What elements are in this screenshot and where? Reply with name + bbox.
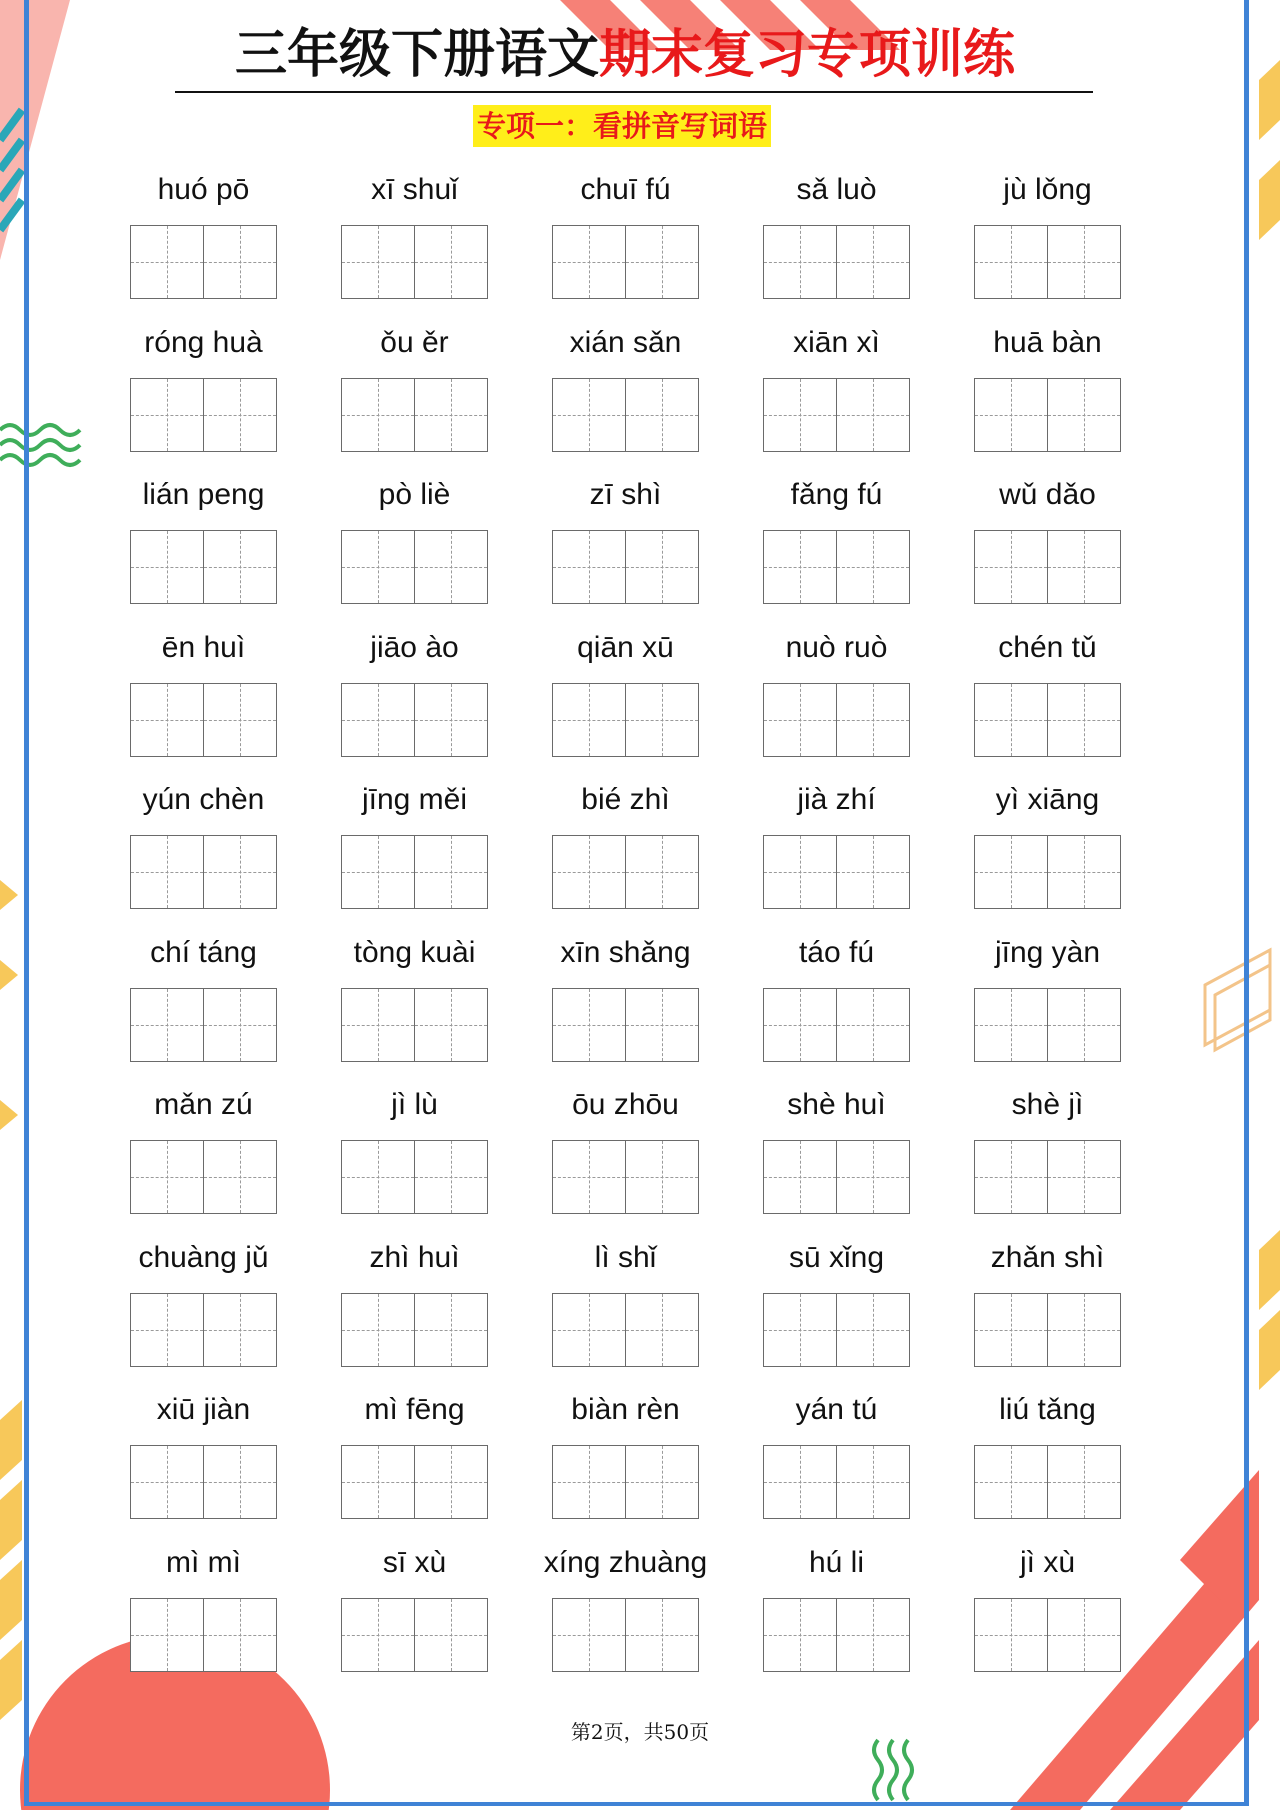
yellow-triangles-left <box>0 880 18 1130</box>
writing-boxes <box>341 683 488 757</box>
tian-zi-ge-cell[interactable] <box>131 1446 204 1518</box>
exercise-item <box>763 1535 910 1688</box>
writing-boxes <box>552 225 699 299</box>
tian-zi-ge-cell[interactable] <box>764 1141 837 1213</box>
stripes-yellow-right <box>1259 60 1280 1390</box>
pinyin-label: bié zhì <box>581 783 670 816</box>
writing-boxes <box>130 225 277 299</box>
tian-zi-ge-cell[interactable] <box>1048 836 1120 908</box>
tian-zi-ge-cell[interactable] <box>131 684 204 756</box>
writing-boxes <box>130 683 277 757</box>
exercise-item <box>552 467 699 620</box>
writing-boxes <box>763 683 910 757</box>
tian-zi-ge-cell[interactable] <box>1048 1141 1120 1213</box>
pinyin-label: mǎn zú <box>154 1088 253 1121</box>
outline-shapes-right <box>1205 950 1270 1050</box>
tian-zi-ge-cell[interactable] <box>1048 531 1120 603</box>
exercise-item <box>974 1535 1121 1688</box>
tian-zi-ge-cell[interactable] <box>626 1141 698 1213</box>
writing-boxes <box>974 378 1121 452</box>
writing-boxes <box>552 1140 699 1214</box>
pinyin-label: wǔ dǎo <box>999 478 1096 511</box>
pinyin-label: jiāo ào <box>370 630 459 664</box>
exercise-item <box>341 925 488 1078</box>
tian-zi-ge-cell[interactable] <box>131 379 204 451</box>
tian-zi-ge-cell[interactable] <box>837 379 909 451</box>
pinyin-label: jì lù <box>391 1088 438 1121</box>
tian-zi-ge-cell[interactable] <box>626 531 698 603</box>
writing-boxes <box>974 1140 1121 1214</box>
exercise-item <box>974 1230 1121 1383</box>
writing-boxes <box>130 530 277 604</box>
pinyin-label: sī xù <box>382 1545 447 1579</box>
writing-boxes <box>552 1293 699 1367</box>
tian-zi-ge-cell[interactable] <box>975 1599 1048 1671</box>
tian-zi-ge-cell[interactable] <box>131 1141 204 1213</box>
tian-zi-ge-cell[interactable] <box>204 836 276 908</box>
tian-zi-ge-cell[interactable] <box>837 684 909 756</box>
writing-boxes <box>974 530 1121 604</box>
exercise-item <box>341 315 488 468</box>
tian-zi-ge-cell[interactable] <box>415 1294 487 1366</box>
pinyin-label: yì xiāng <box>995 783 1100 816</box>
writing-boxes <box>552 683 699 757</box>
pinyin-label: xīn shǎng <box>560 935 691 969</box>
pinyin-label: tòng kuài <box>353 935 476 969</box>
tian-zi-ge-cell[interactable] <box>837 531 909 603</box>
writing-boxes <box>341 225 488 299</box>
pinyin-label: yán tú <box>795 1393 878 1426</box>
tian-zi-ge-cell[interactable] <box>204 684 276 756</box>
tian-zi-ge-cell[interactable] <box>764 1294 837 1366</box>
pinyin-label: lián peng <box>142 478 265 511</box>
writing-boxes <box>974 1293 1121 1367</box>
writing-boxes <box>974 1445 1121 1519</box>
tian-zi-ge-cell[interactable] <box>837 1599 909 1671</box>
writing-boxes <box>763 835 910 909</box>
exercise-item <box>552 315 699 468</box>
tian-zi-ge-cell[interactable] <box>342 379 415 451</box>
tian-zi-ge-cell[interactable] <box>342 1294 415 1366</box>
tian-zi-ge-cell[interactable] <box>975 684 1048 756</box>
tian-zi-ge-cell[interactable] <box>131 836 204 908</box>
writing-boxes <box>341 835 488 909</box>
exercise-item <box>130 1535 277 1688</box>
tian-zi-ge-cell[interactable] <box>553 531 626 603</box>
tian-zi-ge-cell[interactable] <box>204 226 276 298</box>
pinyin-label: nuò ruò <box>785 630 888 664</box>
title-underline <box>175 91 1093 93</box>
tian-zi-ge-cell[interactable] <box>1048 226 1120 298</box>
exercise-item <box>130 1230 277 1383</box>
writing-boxes <box>552 1445 699 1519</box>
exercise-item <box>763 1230 910 1383</box>
tian-zi-ge-cell[interactable] <box>342 1599 415 1671</box>
writing-boxes <box>552 988 699 1062</box>
tian-zi-ge-cell[interactable] <box>342 1141 415 1213</box>
pinyin-label: xiān xì <box>793 325 880 359</box>
tian-zi-ge-cell[interactable] <box>764 989 837 1061</box>
exercise-item <box>974 772 1121 925</box>
tian-zi-ge-cell[interactable] <box>342 1446 415 1518</box>
writing-boxes <box>763 1445 910 1519</box>
pinyin-label: huó pō <box>157 173 250 206</box>
tian-zi-ge-cell[interactable] <box>975 379 1048 451</box>
pinyin-label: chuī fú <box>580 173 671 206</box>
exercise-item <box>341 1230 488 1383</box>
exercise-item <box>974 467 1121 620</box>
tian-zi-ge-cell[interactable] <box>764 1599 837 1671</box>
exercise-item <box>341 620 488 773</box>
tian-zi-ge-cell[interactable] <box>204 531 276 603</box>
tian-zi-ge-cell[interactable] <box>415 226 487 298</box>
exercise-item <box>130 925 277 1078</box>
exercise-item <box>763 467 910 620</box>
exercise-item <box>552 620 699 773</box>
writing-boxes <box>130 378 277 452</box>
writing-boxes <box>130 1293 277 1367</box>
pinyin-label: chén tǔ <box>998 630 1097 664</box>
writing-boxes <box>974 1598 1121 1672</box>
exercise-item <box>974 1077 1121 1230</box>
tian-zi-ge-cell[interactable] <box>553 1446 626 1518</box>
writing-boxes <box>974 835 1121 909</box>
exercise-item <box>552 925 699 1078</box>
tian-zi-ge-cell[interactable] <box>131 531 204 603</box>
exercise-item <box>974 162 1121 315</box>
page-title <box>175 20 1075 90</box>
tian-zi-ge-cell[interactable] <box>415 989 487 1061</box>
page-footer: 第2页，共50页 <box>570 1720 710 1744</box>
pinyin-label: xíng zhuàng <box>543 1545 708 1579</box>
exercise-item <box>974 620 1121 773</box>
exercise-item <box>763 1382 910 1535</box>
pinyin-label: liú tǎng <box>999 1393 1096 1426</box>
pinyin-label: jià zhí <box>797 783 876 816</box>
tian-zi-ge-cell[interactable] <box>626 1294 698 1366</box>
tian-zi-ge-cell[interactable] <box>837 836 909 908</box>
pinyin-label: jīng měi <box>361 783 468 816</box>
section-subtitle: 专项一：看拼音写词语 <box>473 105 771 147</box>
tian-zi-ge-cell[interactable] <box>553 836 626 908</box>
tian-zi-ge-cell[interactable] <box>837 226 909 298</box>
tian-zi-ge-cell[interactable] <box>764 684 837 756</box>
pinyin-label: zhǎn shì <box>990 1240 1105 1274</box>
pinyin-label: xiū jiàn <box>156 1393 251 1426</box>
tian-zi-ge-cell[interactable] <box>342 836 415 908</box>
exercise-grid <box>130 162 1152 1687</box>
tian-zi-ge-cell[interactable] <box>342 989 415 1061</box>
tian-zi-ge-cell[interactable] <box>975 989 1048 1061</box>
tian-zi-ge-cell[interactable] <box>1048 1599 1120 1671</box>
writing-boxes <box>763 378 910 452</box>
writing-boxes <box>763 1598 910 1672</box>
writing-boxes <box>552 835 699 909</box>
title-part-red: 期末复习专项训练 <box>599 24 1016 85</box>
tian-zi-ge-cell[interactable] <box>626 379 698 451</box>
pinyin-label: shè huì <box>787 1088 886 1121</box>
tian-zi-ge-cell[interactable] <box>837 1294 909 1366</box>
title-part-black: 三年级下册语文 <box>234 24 599 85</box>
tian-zi-ge-cell[interactable] <box>626 989 698 1061</box>
writing-boxes <box>763 1293 910 1367</box>
writing-boxes <box>763 1140 910 1214</box>
exercise-item <box>130 315 277 468</box>
exercise-item <box>130 1382 277 1535</box>
exercise-item <box>341 162 488 315</box>
writing-boxes <box>130 988 277 1062</box>
pinyin-label: sū xǐng <box>788 1240 885 1274</box>
exercise-item <box>552 1077 699 1230</box>
writing-boxes <box>341 988 488 1062</box>
exercise-item <box>543 1535 708 1688</box>
exercise-item <box>130 1077 277 1230</box>
exercise-item <box>974 925 1121 1078</box>
pinyin-label: ōu zhōu <box>572 1088 679 1121</box>
pinyin-label: pò liè <box>378 478 451 511</box>
tian-zi-ge-cell[interactable] <box>1048 1294 1120 1366</box>
pinyin-label: lì shǐ <box>594 1240 657 1274</box>
tian-zi-ge-cell[interactable] <box>764 836 837 908</box>
tian-zi-ge-cell[interactable] <box>975 1141 1048 1213</box>
writing-boxes <box>974 988 1121 1062</box>
tian-zi-ge-cell[interactable] <box>764 531 837 603</box>
pinyin-label: fǎng fú <box>790 478 883 511</box>
tian-zi-ge-cell[interactable] <box>1048 684 1120 756</box>
writing-boxes <box>130 835 277 909</box>
pinyin-label: jīng yàn <box>994 935 1101 969</box>
pinyin-label: ēn huì <box>161 630 246 664</box>
exercise-item <box>130 620 277 773</box>
tian-zi-ge-cell[interactable] <box>204 379 276 451</box>
tian-zi-ge-cell[interactable] <box>415 1141 487 1213</box>
pinyin-label: jì xù <box>1019 1545 1076 1579</box>
tian-zi-ge-cell[interactable] <box>837 1141 909 1213</box>
exercise-item <box>130 467 277 620</box>
writing-boxes <box>763 530 910 604</box>
pinyin-label: róng huà <box>144 325 263 359</box>
pinyin-label: qiān xū <box>577 630 674 664</box>
tian-zi-ge-cell[interactable] <box>764 226 837 298</box>
tian-zi-ge-cell[interactable] <box>204 1294 276 1366</box>
tian-zi-ge-cell[interactable] <box>415 379 487 451</box>
tian-zi-ge-cell[interactable] <box>342 226 415 298</box>
tian-zi-ge-cell[interactable] <box>626 226 698 298</box>
writing-boxes <box>341 1598 488 1672</box>
tian-zi-ge-cell[interactable] <box>204 1141 276 1213</box>
green-squiggles-bottom <box>874 1740 912 1800</box>
writing-boxes <box>763 225 910 299</box>
tian-zi-ge-cell[interactable] <box>553 1294 626 1366</box>
exercise-item <box>552 1382 699 1535</box>
writing-boxes <box>130 1140 277 1214</box>
writing-boxes <box>130 1445 277 1519</box>
tian-zi-ge-cell[interactable] <box>553 379 626 451</box>
tian-zi-ge-cell[interactable] <box>131 1294 204 1366</box>
tian-zi-ge-cell[interactable] <box>975 226 1048 298</box>
writing-boxes <box>130 1598 277 1672</box>
tian-zi-ge-cell[interactable] <box>1048 989 1120 1061</box>
tian-zi-ge-cell[interactable] <box>975 1294 1048 1366</box>
exercise-item <box>341 1382 488 1535</box>
tian-zi-ge-cell[interactable] <box>975 836 1048 908</box>
tian-zi-ge-cell[interactable] <box>626 684 698 756</box>
writing-boxes <box>341 1445 488 1519</box>
writing-boxes <box>552 530 699 604</box>
pinyin-label: hú li <box>808 1545 865 1579</box>
exercise-item <box>974 315 1121 468</box>
exercise-item <box>341 1535 488 1688</box>
tian-zi-ge-cell[interactable] <box>415 1599 487 1671</box>
pinyin-label: yún chèn <box>142 783 265 816</box>
writing-boxes <box>552 1598 699 1672</box>
exercise-item <box>130 772 277 925</box>
pinyin-label: mì mì <box>166 1545 241 1579</box>
writing-boxes <box>974 225 1121 299</box>
tian-zi-ge-cell[interactable] <box>204 989 276 1061</box>
pinyin-label: chuàng jǔ <box>138 1240 269 1274</box>
tian-zi-ge-cell[interactable] <box>415 531 487 603</box>
tian-zi-ge-cell[interactable] <box>837 989 909 1061</box>
exercise-item <box>552 162 699 315</box>
tian-zi-ge-cell[interactable] <box>204 1446 276 1518</box>
tian-zi-ge-cell[interactable] <box>342 531 415 603</box>
writing-boxes <box>763 988 910 1062</box>
tian-zi-ge-cell[interactable] <box>131 226 204 298</box>
tian-zi-ge-cell[interactable] <box>837 1446 909 1518</box>
tian-zi-ge-cell[interactable] <box>553 1141 626 1213</box>
exercise-item <box>130 162 277 315</box>
exercise-item <box>974 1382 1121 1535</box>
tian-zi-ge-cell[interactable] <box>975 531 1048 603</box>
stripes-bottom-left <box>0 1400 22 1720</box>
pinyin-label: huā bàn <box>993 325 1102 359</box>
pinyin-label: chí táng <box>150 935 257 969</box>
tian-zi-ge-cell[interactable] <box>975 1446 1048 1518</box>
tian-zi-ge-cell[interactable] <box>553 989 626 1061</box>
tian-zi-ge-cell[interactable] <box>131 989 204 1061</box>
tian-zi-ge-cell[interactable] <box>626 1599 698 1671</box>
writing-boxes <box>552 378 699 452</box>
exercise-item <box>341 772 488 925</box>
exercise-item <box>763 1077 910 1230</box>
tian-zi-ge-cell[interactable] <box>553 1599 626 1671</box>
tian-zi-ge-cell[interactable] <box>764 379 837 451</box>
writing-boxes <box>341 1293 488 1367</box>
exercise-item <box>341 1077 488 1230</box>
pinyin-label: xī shuǐ <box>371 173 458 206</box>
pinyin-label: shè jì <box>1011 1088 1084 1121</box>
tian-zi-ge-cell[interactable] <box>553 226 626 298</box>
tian-zi-ge-cell[interactable] <box>764 1446 837 1518</box>
tian-zi-ge-cell[interactable] <box>1048 379 1120 451</box>
writing-boxes <box>974 683 1121 757</box>
pinyin-label: jù lǒng <box>1003 173 1092 206</box>
writing-boxes <box>341 1140 488 1214</box>
exercise-item <box>763 315 910 468</box>
exercise-item <box>763 772 910 925</box>
tian-zi-ge-cell[interactable] <box>1048 1446 1120 1518</box>
tian-zi-ge-cell[interactable] <box>204 1599 276 1671</box>
tian-zi-ge-cell[interactable] <box>415 1446 487 1518</box>
pinyin-label: táo fú <box>798 935 875 969</box>
exercise-item <box>763 620 910 773</box>
green-waves-left <box>0 425 80 465</box>
tian-zi-ge-cell[interactable] <box>553 684 626 756</box>
tian-zi-ge-cell[interactable] <box>626 1446 698 1518</box>
exercise-item <box>763 162 910 315</box>
pinyin-label: mì fēng <box>364 1393 465 1426</box>
exercise-item <box>552 1230 699 1383</box>
pinyin-label: biàn rèn <box>571 1393 680 1426</box>
exercise-item <box>763 925 910 1078</box>
pinyin-label: zī shì <box>589 478 662 511</box>
writing-boxes <box>341 378 488 452</box>
pinyin-label: sǎ luò <box>796 173 877 206</box>
pinyin-label: zhì huì <box>369 1240 460 1274</box>
exercise-item <box>341 467 488 620</box>
tian-zi-ge-cell[interactable] <box>342 684 415 756</box>
tian-zi-ge-cell[interactable] <box>131 1599 204 1671</box>
tian-zi-ge-cell[interactable] <box>626 836 698 908</box>
writing-boxes <box>341 530 488 604</box>
tian-zi-ge-cell[interactable] <box>415 836 487 908</box>
tian-zi-ge-cell[interactable] <box>415 684 487 756</box>
pinyin-label: ǒu ěr <box>380 325 449 359</box>
pinyin-label: xián sǎn <box>569 325 682 359</box>
exercise-item <box>552 772 699 925</box>
